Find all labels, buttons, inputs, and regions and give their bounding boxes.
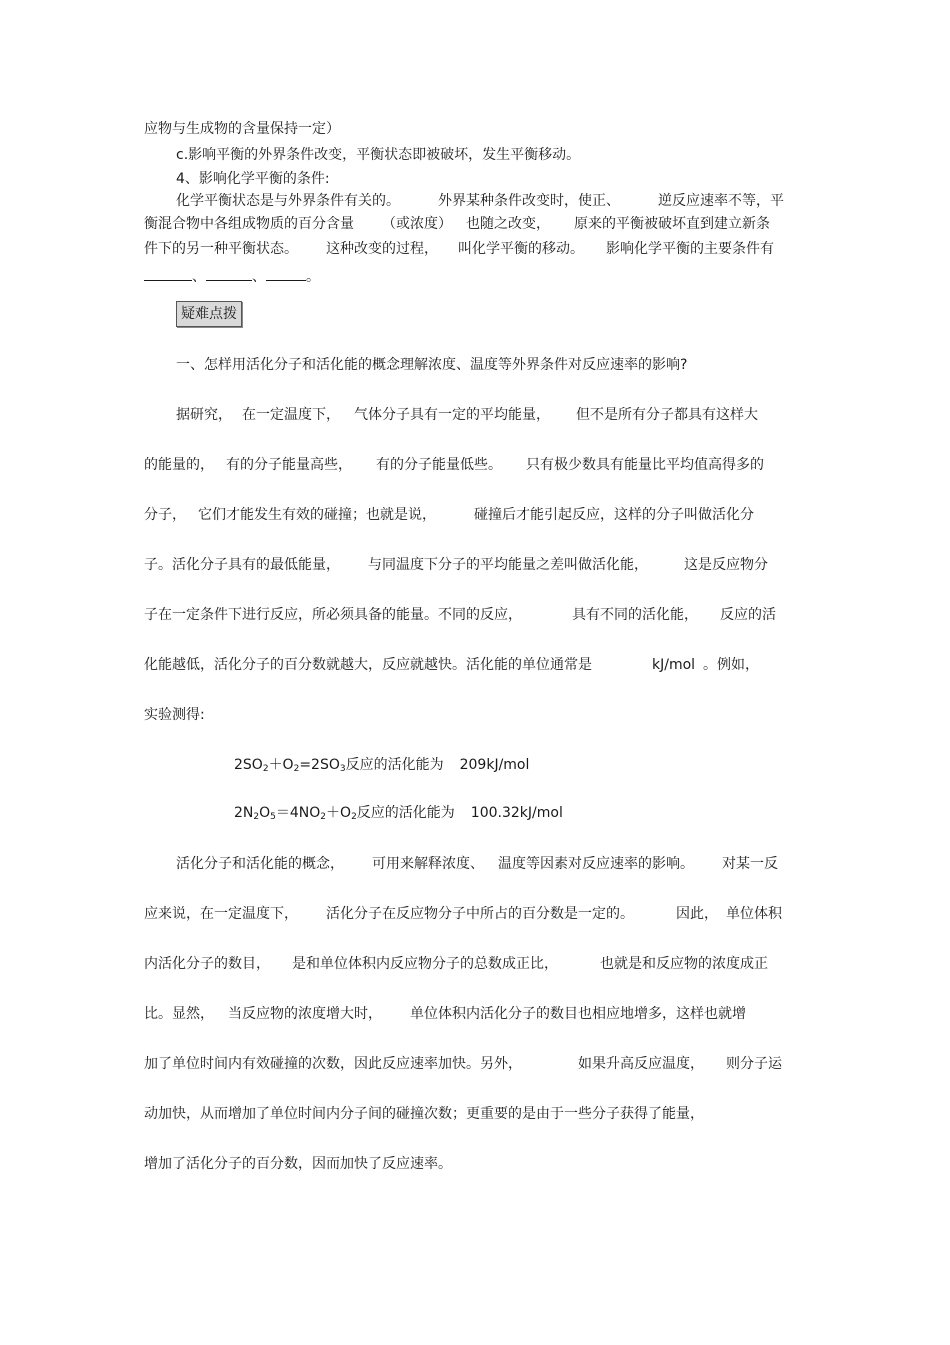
text-segment: c.影响平衡的外界条件改变，平衡状态即被破坏，发生平衡移动。 <box>176 147 581 163</box>
formula-part: 2N <box>234 805 254 821</box>
text-segment: 化学平衡状态是与外界条件有关的。 <box>176 193 400 209</box>
text-segment: 也就是和反应物的浓度成正 <box>600 956 768 972</box>
text-segment: 逆反应速率不等，平 <box>658 193 784 209</box>
text-segment: 因此， <box>676 906 718 922</box>
subscript: 2 <box>262 764 269 774</box>
text-segment: 当反应物的浓度增大时， <box>228 1006 382 1022</box>
subscript: 2 <box>320 812 327 822</box>
text-line <box>144 606 776 624</box>
activation-energy-value: 209kJ/mol <box>459 757 530 773</box>
text-segment: （或浓度） <box>382 216 452 232</box>
text-segment: 子。活化分子具有的最低能量， <box>144 557 340 573</box>
text-segment: 据研究， <box>176 407 232 423</box>
text-segment: 4、影响化学平衡的条件: <box>176 171 330 187</box>
formula-part: 2SO <box>234 757 263 773</box>
text-line <box>144 1155 452 1173</box>
text-segment: 外界某种条件改变时，使正、 <box>438 193 620 209</box>
text-segment: 气体分子具有一定的平均能量， <box>354 407 550 423</box>
list-item-c <box>176 146 580 164</box>
text-segment: 反应的活 <box>720 607 776 623</box>
text-segment: 增加了活化分子的百分数，因而加快了反应速率。 <box>144 1156 452 1172</box>
text-segment: 的能量的， <box>144 457 214 473</box>
text-line <box>144 656 759 674</box>
section-heading <box>176 170 330 188</box>
text-segment: 有的分子能量高些， <box>226 457 352 473</box>
formula-part: ＋O <box>326 805 352 821</box>
text-segment: 子在一定条件下进行反应，所必须具备的能量。不同的反应， <box>144 607 522 623</box>
fill-blank-line <box>144 268 320 286</box>
text-segment: 单位体积 <box>726 906 782 922</box>
subscript: 5 <box>270 812 276 822</box>
text-segment: 叫化学平衡的移动。 <box>458 241 584 257</box>
text-segment: 这是反应物分 <box>684 557 768 573</box>
formula-label: 反应的活化能为 <box>356 805 455 821</box>
text-segment: 一、怎样用活化分子和活化能的概念理解浓度、温度等外界条件对反应速率的影响? <box>176 357 688 373</box>
text-segment: 比。显然， <box>144 1006 214 1022</box>
text-segment: 动加快，从而增加了单位时间内分子间的碰撞次数；更重要的是由于一些分子获得了能量， <box>144 1106 704 1122</box>
text-segment: 也随之改变， <box>466 216 550 232</box>
text-segment: 原来的平衡被破坏直到建立新条 <box>574 216 770 232</box>
text-segment: 具有不同的活化能， <box>572 607 698 623</box>
activation-energy-value: 100.32kJ/mol <box>470 805 563 821</box>
equation-2 <box>234 804 563 822</box>
text-segment: 衡混合物中各组成物质的百分含量 <box>144 216 354 232</box>
text-line <box>144 506 754 524</box>
text-segment: 化能越低，活化分子的百分数就越大，反应就越快。活化能的单位通常是 <box>144 657 592 673</box>
text-segment: 是和单位体积内反应物分子的总数成正比， <box>292 956 558 972</box>
text-segment: 影响化学平衡的主要条件有 <box>606 241 774 257</box>
equation-1 <box>234 756 529 774</box>
text-line <box>176 192 784 210</box>
text-segment: 活化分子在反应物分子中所占的百分数是一定的。 <box>326 906 634 922</box>
formula-part: ＝4NO <box>275 805 321 821</box>
text-line <box>144 556 768 574</box>
subscript: 2 <box>351 812 357 822</box>
text-line <box>144 955 768 973</box>
formula-label: 反应的活化能为 <box>345 757 444 773</box>
text-line <box>144 1005 746 1023</box>
text-line <box>144 1055 782 1073</box>
subscript: 2 <box>253 812 260 822</box>
text-segment: 。例如， <box>703 657 760 673</box>
text-segment: 件下的另一种平衡状态。 <box>144 241 298 257</box>
subscript: 3 <box>339 764 346 774</box>
end-mark: 。 <box>306 269 320 285</box>
text-segment: 这种改变的过程， <box>326 241 438 257</box>
fill-blank[interactable] <box>144 268 192 281</box>
text-segment: 在一定温度下， <box>242 407 340 423</box>
text-segment: 有的分子能量低些。 <box>376 457 502 473</box>
text-line <box>144 905 782 923</box>
text-segment: 活化分子和活化能的概念， <box>176 856 344 872</box>
text-line <box>144 456 764 474</box>
text-segment: 实验测得: <box>144 707 205 723</box>
text-segment: 与同温度下分子的平均能量之差叫做活化能， <box>368 557 648 573</box>
separator: 、 <box>252 269 266 285</box>
text-segment: 但不是所有分子都具有这样大 <box>576 407 758 423</box>
text-line <box>144 706 205 724</box>
text-segment: 应物与生成物的含量保持一定） <box>144 121 340 137</box>
text-segment: 如果升高反应温度， <box>578 1056 704 1072</box>
text-segment: 应来说，在一定温度下， <box>144 906 298 922</box>
text-segment: 单位体积内活化分子的数目也相应地增多，这样也就增 <box>410 1006 746 1022</box>
formula-part: O <box>259 805 271 821</box>
subscript: 2 <box>293 764 300 774</box>
unit-text: kJ/mol <box>652 657 696 673</box>
formula-part: =2SO <box>299 757 340 773</box>
question-heading <box>176 356 687 374</box>
fill-blank[interactable] <box>266 268 306 281</box>
text-segment: 内活化分子的数目， <box>144 956 270 972</box>
text-segment: 则分子运 <box>726 1056 782 1072</box>
text-segment: 碰撞后才能引起反应，这样的分子叫做活化分 <box>474 507 754 523</box>
fill-blank[interactable] <box>206 268 252 281</box>
text-line <box>144 240 774 258</box>
formula-part: ＋O <box>268 757 294 773</box>
text-line <box>176 855 778 873</box>
text-line <box>144 120 340 138</box>
text-line <box>144 1105 704 1123</box>
text-segment: 加了单位时间内有效碰撞的次数，因此反应速率加快。另外， <box>144 1056 522 1072</box>
text-segment: 对某一反 <box>722 856 778 872</box>
text-segment: 可用来解释浓度、 <box>372 856 484 872</box>
text-segment: 分子， <box>144 507 186 523</box>
separator: 、 <box>192 269 206 285</box>
text-segment: 它们才能发生有效的碰撞；也就是说， <box>198 507 436 523</box>
text-segment: 只有极少数具有能量比平均值高得多的 <box>526 457 764 473</box>
text-line <box>176 406 758 424</box>
text-line <box>144 215 770 233</box>
text-segment: 温度等因素对反应速率的影响。 <box>498 856 694 872</box>
callout-label: 疑难点拨 <box>176 301 242 327</box>
